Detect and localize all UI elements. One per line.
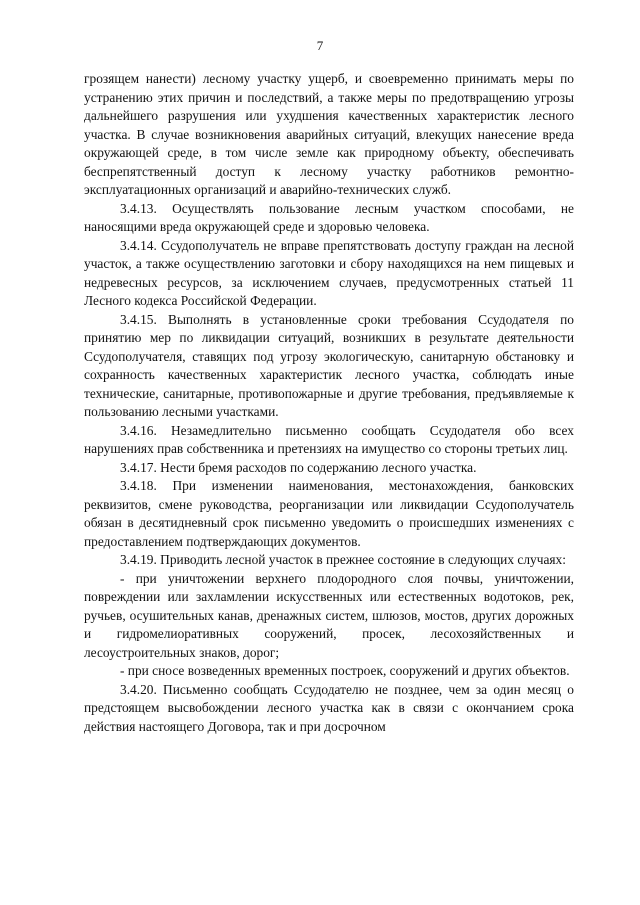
paragraph-3-4-17: 3.4.17. Нести бремя расходов по содержанию лесного участка. xyxy=(120,459,477,475)
list-item-demolition: - при сносе возведенных временных построек, сооружений и других объектов. xyxy=(120,663,570,678)
paragraph-continuation: грозящем нанести) лесному участку ущерб, и своевременно принимать меры по устранению этих причин и последствий, а также меры по предотвращению угрозы дальнейшего разрушения или ухудшения качественных характеристик лесного участка. В случае возникновения аварийных ситуаций, влекущих нанесение вреда окружающей среде, в том числе земле как природному объекту, обеспечивать беспрепятственный доступ к лесному участку работников ремонтно-эксплуатационных организаций и аварийно-технических служб. xyxy=(84,71,574,197)
page-number: 7 xyxy=(316,38,324,53)
paragraph-3-4-19: 3.4.19. Приводить лесной участок в прежнее состояние в следующих случаях: xyxy=(120,552,566,567)
paragraph-3-4-13: 3.4.13. Осуществлять пользование лесным участком способами, не наносящими вреда окружающей среде и здоровью человека. xyxy=(84,200,574,234)
list-item-soil: - при уничтожении верхнего плодородного слоя почвы, уничтожении, повреждении или захламлении искусственных или естественных водотоков, рек, ручьев, осушительных канав, дренажных систем, шлюзов, мостов, других дорожных и гидромелиоративных сооружений, просек, лесохозяйственных и лесоустроительных знаков, дорог; xyxy=(84,570,574,660)
paragraph-3-4-15: 3.4.15. Выполнять в установленные сроки требования Ссудодателя по принятию мер по ликвидации ситуаций, возникших в результате деятельности Ссудополучателя, ставящих под угрозу экологическую, санитарную обстановку и сохранность качественных характеристик лесного участка, соблюдать иные технические, санитарные, противопожарные и другие требования, предъявляемые к пользованию лесными участками. xyxy=(84,311,574,419)
document-body xyxy=(84,70,574,736)
paragraph-3-4-18: 3.4.18. При изменении наименования, местонахождения, банковских реквизитов, смене руководства, реорганизации или ликвидации Ссудополучатель обязан в десятидневный срок письменно уведомить о происшедших изменениях с предоставлением подтверждающих документов. xyxy=(84,478,574,549)
paragraph-3-4-20: 3.4.20. Письменно сообщать Ссудодателю не позднее, чем за один месяц о предстоящем высвобождении лесного участка как в связи с окончанием срока действия настоящего Договора, так и при досрочном xyxy=(84,681,574,734)
paragraph-3-4-14: 3.4.14. Ссудополучатель не вправе препятствовать доступу граждан на лесной участок, а также осуществлению заготовки и сбору находящихся на нем пищевых и недревесных ресурсов, за исключением случаев, предусмотренных статьей 11 Лесного кодекса Российской Федерации. xyxy=(84,237,574,308)
paragraph-3-4-16: 3.4.16. Незамедлительно письменно сообщать Ссудодателя обо всех нарушениях прав собственника и претензиях на имущество со стороны третьих лиц. xyxy=(84,422,574,456)
